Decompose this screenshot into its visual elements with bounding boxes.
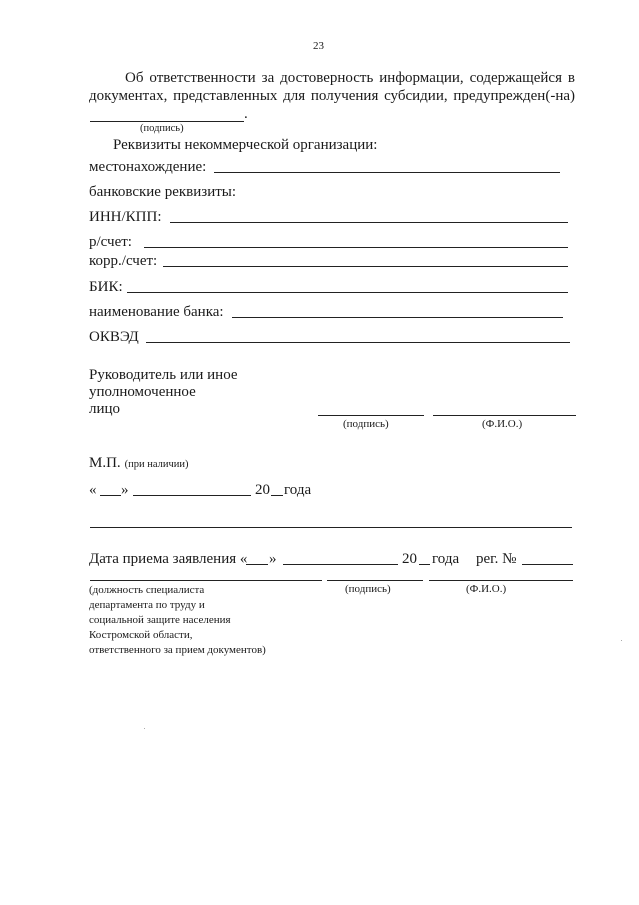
head-label-line-1: Руководитель или иное bbox=[89, 367, 238, 383]
date-year-suffix: года bbox=[284, 482, 312, 498]
scan-speck bbox=[144, 728, 145, 729]
receipt-close-quote: » bbox=[269, 551, 277, 567]
head-label-line-3: лицо bbox=[89, 401, 121, 417]
head-signature-caption: (подпись) bbox=[343, 418, 389, 430]
date-month-line[interactable] bbox=[133, 495, 251, 496]
corr-account-field-line[interactable] bbox=[163, 266, 568, 267]
blank-line[interactable] bbox=[90, 527, 572, 528]
account-label: р/счет: bbox=[89, 234, 132, 250]
bik-label: БИК: bbox=[89, 279, 123, 295]
specialist-position-line[interactable] bbox=[90, 580, 322, 581]
head-name-caption: (Ф.И.О.) bbox=[482, 418, 523, 430]
receipt-year-line[interactable] bbox=[419, 564, 430, 565]
location-field-line[interactable] bbox=[214, 172, 560, 173]
specialist-signature-caption: (подпись) bbox=[345, 583, 391, 595]
page-number: 23 bbox=[313, 40, 324, 52]
receipt-year-suffix: года bbox=[432, 551, 460, 567]
receipt-day-line[interactable] bbox=[246, 564, 268, 565]
stamp-label: М.П. bbox=[89, 455, 121, 471]
requisites-heading: Реквизиты некоммерческой организации: bbox=[113, 137, 378, 153]
specialist-name-caption: (Ф.И.О.) bbox=[466, 583, 507, 595]
inn-kpp-field-line[interactable] bbox=[170, 222, 568, 223]
bank-details-label: банковские реквизиты: bbox=[89, 184, 237, 200]
head-signature-line[interactable] bbox=[318, 415, 424, 416]
head-label-line-2: уполномоченное bbox=[89, 384, 196, 400]
receipt-year-prefix: 20 bbox=[402, 551, 417, 567]
bik-field-line[interactable] bbox=[127, 292, 568, 293]
date-open-quote: « bbox=[89, 482, 97, 498]
inn-kpp-label: ИНН/КПП: bbox=[89, 209, 162, 225]
specialist-caption-line-1: (должность специалиста bbox=[89, 584, 205, 596]
responsibility-line-1: Об ответственности за достоверность информации, содержащейся в bbox=[125, 70, 575, 86]
okved-field-line[interactable] bbox=[146, 342, 570, 343]
date-year-line[interactable] bbox=[271, 495, 283, 496]
receipt-reg-number-line[interactable] bbox=[522, 564, 573, 565]
specialist-caption-line-2: департамента по труду и bbox=[89, 599, 205, 611]
bank-name-field-line[interactable] bbox=[232, 317, 563, 318]
receipt-month-line[interactable] bbox=[283, 564, 398, 565]
specialist-caption-line-5: ответственного за прием документов) bbox=[89, 644, 266, 656]
specialist-caption-line-3: социальной защите населения bbox=[89, 614, 231, 626]
specialist-caption bbox=[89, 583, 266, 658]
specialist-signature-line[interactable] bbox=[327, 580, 423, 581]
location-label: местонахождение: bbox=[89, 159, 207, 175]
specialist-name-line[interactable] bbox=[429, 580, 573, 581]
responsibility-signature-line[interactable] bbox=[90, 121, 244, 122]
receipt-reg-label: рег. № bbox=[476, 551, 517, 567]
head-name-line[interactable] bbox=[433, 415, 576, 416]
bank-name-label: наименование банка: bbox=[89, 304, 224, 320]
responsibility-period: . bbox=[244, 106, 248, 122]
stamp-note: (при наличии) bbox=[124, 459, 189, 470]
receipt-label: Дата приема заявления « bbox=[89, 551, 248, 567]
responsibility-signature-caption: (подпись) bbox=[140, 123, 184, 134]
responsibility-line-2: документах, представленных для получения субсидии, предупрежден(-на) bbox=[89, 88, 575, 104]
account-field-line[interactable] bbox=[144, 247, 568, 248]
specialist-caption-line-4: Костромской области, bbox=[89, 629, 193, 641]
date-year-prefix: 20 bbox=[255, 482, 270, 498]
okved-label: ОКВЭД bbox=[89, 329, 139, 345]
date-close-quote: » bbox=[121, 482, 129, 498]
corr-account-label: корр./счет: bbox=[89, 253, 158, 269]
stamp-label-group bbox=[89, 454, 189, 472]
date-day-line[interactable] bbox=[100, 495, 121, 496]
scan-speck bbox=[621, 640, 622, 641]
